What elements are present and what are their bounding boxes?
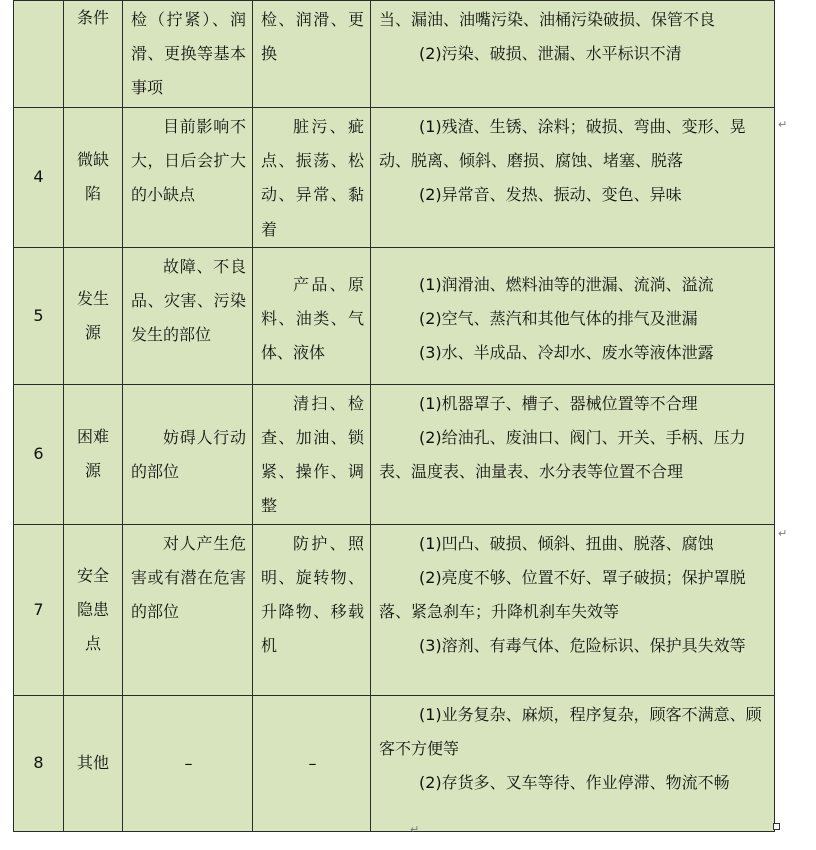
row-method: 产品、原料、油类、气体、液体 [253,247,371,384]
detail-line: (2)存货多、叉车等待、作业停滞、物流不畅 [419,773,730,793]
row-description: 妨碍人行动的部位 [123,384,253,524]
detail-line: (2)亮度不够、位置不好、罩子破损；保护罩脱落、紧急刹车；升降机刹车失效等 [379,567,746,622]
row-method: 防护、照明、旋转物、升降物、移载机 [253,524,371,695]
detail-line: (3)溶剂、有毒气体、危险标识、保护具失效等 [419,636,746,656]
row-category: 安全隐患点 [64,524,123,695]
row-details [371,695,775,831]
row-method: – [253,695,371,831]
table-row [14,695,775,831]
paragraph-mark: ↵ [410,823,420,836]
row-category: 微缺陷 [64,108,123,248]
paragraph-mark: ↵ [778,118,788,131]
row-details [371,384,775,524]
detail-line: (1)机器罩子、槽子、器械位置等不合理 [419,393,698,413]
detail-line: (2)异常音、发热、振动、变色、异味 [419,185,682,205]
detail-line: (2)污染、破损、泄漏、水平标识不清 [419,44,682,64]
row-details [371,247,775,384]
row-description: 故障、不良品、灾害、污染发生的部位 [123,247,253,384]
detail-line: (2)空气、蒸汽和其他气体的排气及泄漏 [419,309,698,329]
detail-line: 当、漏油、油嘴污染、油桶污染破损、保管不良 [379,10,716,29]
detail-line: (1)润滑油、燃料油等的泄漏、流淌、溢流 [419,274,714,294]
paragraph-mark: ↵ [778,527,788,540]
row-method: 脏污、疵点、振荡、松动、异常、黏着 [253,108,371,248]
row-category: 困难源 [64,384,123,524]
row-method: 检、润滑、更换 [253,1,371,108]
table-row [14,247,775,384]
table-resize-handle[interactable] [773,823,780,830]
row-number: 4 [14,108,64,248]
table-row [14,524,775,695]
row-method: 清扫、检查、加油、锁紧、操作、调整 [253,384,371,524]
row-description: 检（拧紧）、润滑、更换等基本事项 [123,1,253,108]
table-row [14,1,775,108]
row-number [14,1,64,108]
row-description: – [123,695,253,831]
row-category: 发生源 [64,247,123,384]
row-details [371,1,775,108]
row-description: 目前影响不大，日后会扩大的小缺点 [123,108,253,248]
row-details [371,524,775,695]
row-number: 7 [14,524,64,695]
table-row [14,384,775,524]
row-category: 其他 [64,695,123,831]
detail-line: (2)给油孔、废油口、阀门、开关、手柄、压力表、温度表、油量表、水分表等位置不合理 [379,428,746,482]
row-number: 8 [14,695,64,831]
table-row [14,108,775,248]
row-number: 6 [14,384,64,524]
detail-line: (3)水、半成品、冷却水、废水等液体泄露 [419,343,714,363]
row-description: 对人产生危害或有潜在危害的部位 [123,524,253,695]
row-number: 5 [14,247,64,384]
detail-line: (1)残渣、生锈、涂料；破损、弯曲、变形、晃动、脱离、倾斜、磨损、腐蚀、堵塞、脱落 [379,117,746,171]
detail-line: (1)凹凸、破损、倾斜、扭曲、脱落、腐蚀 [419,533,714,553]
detail-line: (1)业务复杂、麻烦，程序复杂，顾客不满意、顾客不方便等 [379,704,762,758]
inspection-table [13,0,775,832]
row-details [371,108,775,248]
row-category: 条件 [64,1,123,108]
